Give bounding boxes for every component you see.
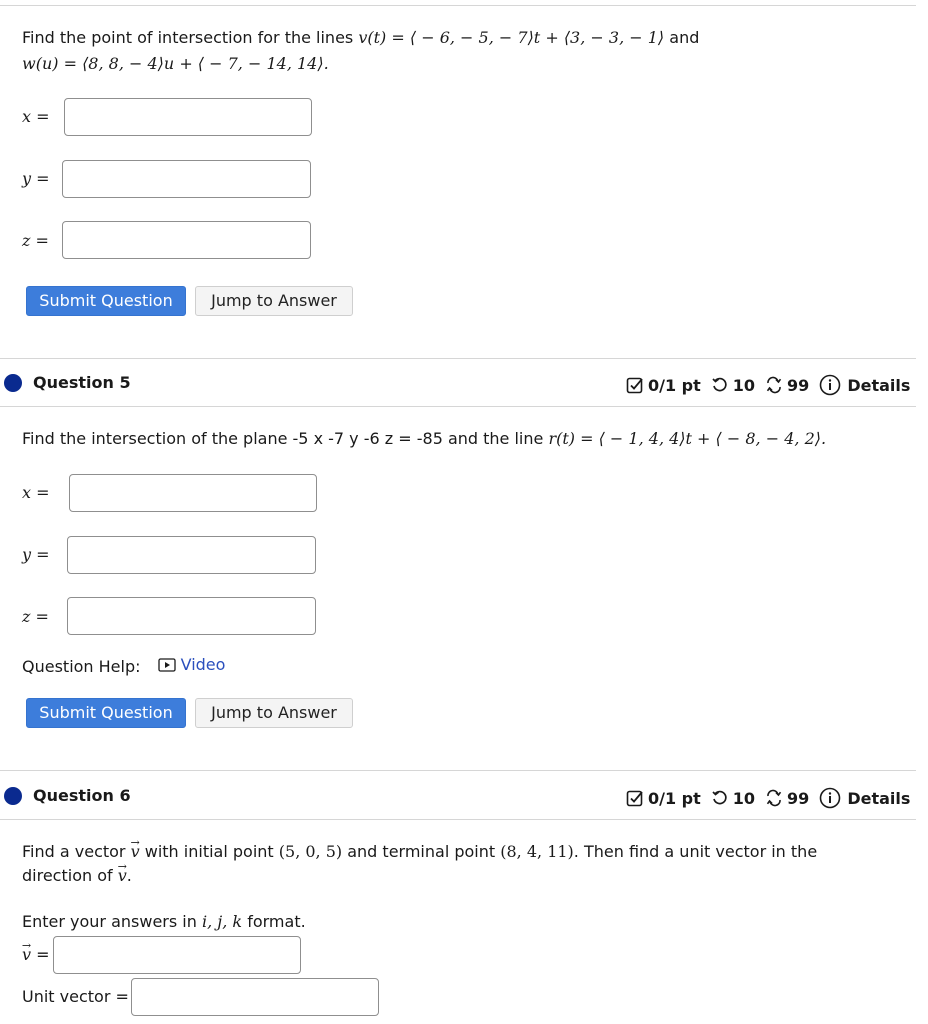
q4-v-expression: v(t) = ⟨ − 6, − 5, − 7⟩t + ⟨3, − 3, − 1⟩ bbox=[358, 28, 665, 47]
top-divider bbox=[0, 5, 916, 6]
q6-initial-point: (5, 0, 5) bbox=[278, 842, 343, 861]
q6-format-hint bbox=[22, 912, 306, 932]
q5-y-label: y = bbox=[22, 545, 50, 564]
q5-meta bbox=[626, 374, 910, 396]
q5-retries bbox=[711, 376, 755, 395]
q5-details-link[interactable] bbox=[819, 374, 910, 396]
q5-prompt bbox=[22, 429, 826, 449]
q6-ijk-format: i, j, k bbox=[201, 912, 243, 931]
q6-v-label bbox=[22, 945, 50, 965]
q5-status-dot bbox=[4, 374, 22, 392]
checkbox-icon bbox=[626, 376, 644, 394]
q6-v-symbol: → v bbox=[131, 842, 140, 862]
q4-and: and bbox=[669, 28, 700, 47]
q6-score bbox=[626, 789, 701, 808]
q5-title: Question 5 bbox=[33, 373, 131, 392]
q6-details-link[interactable] bbox=[819, 787, 910, 809]
q6-top-divider bbox=[0, 770, 916, 771]
retry-icon bbox=[711, 376, 729, 394]
checkbox-icon bbox=[626, 789, 644, 807]
q6-text-terminal-point: and terminal point bbox=[347, 842, 496, 861]
q6-text-find-vector: Find a vector bbox=[22, 842, 126, 861]
q5-video-link[interactable] bbox=[158, 655, 226, 675]
q4-z-input[interactable] bbox=[62, 221, 311, 259]
q5-help-label: Question Help: bbox=[22, 657, 141, 676]
q4-x-label: x = bbox=[22, 107, 50, 126]
q6-text-initial-point: with initial point bbox=[144, 842, 274, 861]
q6-text-then-unit: . Then find a unit vector in the bbox=[573, 842, 818, 861]
q5-top-divider bbox=[0, 358, 916, 359]
q5-question-help bbox=[22, 655, 225, 677]
q6-retries-text: 10 bbox=[732, 788, 756, 808]
q6-format-text-a: Enter your answers in bbox=[22, 912, 197, 931]
q6-text-direction-of: direction of bbox=[22, 866, 113, 885]
q5-score bbox=[626, 376, 701, 395]
q5-x-input[interactable] bbox=[69, 474, 317, 512]
q6-details-text[interactable]: Details bbox=[847, 788, 911, 808]
q4-prompt-line1 bbox=[22, 28, 699, 48]
attempts-icon bbox=[765, 789, 783, 807]
q5-score-text: 0/1 pt bbox=[648, 375, 701, 395]
q6-meta bbox=[626, 787, 910, 809]
q5-r-expression: r(t) = ⟨ − 1, 4, 4⟩t + ⟨ − 8, − 4, 2⟩. bbox=[548, 429, 827, 448]
q5-submit-button[interactable]: Submit Question bbox=[26, 698, 186, 728]
q5-retries-text: 10 bbox=[732, 375, 756, 395]
q6-status-dot bbox=[4, 787, 22, 805]
q6-prompt-line2 bbox=[22, 866, 132, 886]
q4-z-label: z = bbox=[22, 231, 49, 250]
q6-attempts-text: 99 bbox=[787, 788, 810, 808]
q5-attempts bbox=[765, 376, 809, 395]
q6-terminal-point: (8, 4, 11) bbox=[500, 842, 574, 861]
q5-header-divider bbox=[0, 406, 916, 407]
q4-submit-button[interactable]: Submit Question bbox=[26, 286, 186, 316]
q6-unit-vector-input[interactable] bbox=[131, 978, 379, 1016]
q6-title: Question 6 bbox=[33, 786, 131, 805]
q5-z-label: z = bbox=[22, 607, 49, 626]
q4-y-input[interactable] bbox=[62, 160, 311, 198]
q6-format-text-b: format. bbox=[247, 912, 306, 931]
q6-retries bbox=[711, 789, 755, 808]
q6-prompt-line1 bbox=[22, 842, 817, 862]
q5-y-input[interactable] bbox=[67, 536, 316, 574]
attempts-icon bbox=[765, 376, 783, 394]
info-icon bbox=[819, 374, 841, 396]
info-icon bbox=[819, 787, 841, 809]
q6-v-symbol-2: → v bbox=[118, 866, 127, 886]
q5-prompt-prefix: Find the intersection of the plane -5 x -7 y -6 z = -85 and the line bbox=[22, 429, 544, 448]
q6-attempts bbox=[765, 789, 809, 808]
q5-details-text[interactable]: Details bbox=[847, 375, 911, 395]
q5-z-input[interactable] bbox=[67, 597, 316, 635]
q4-y-label: y = bbox=[22, 169, 50, 188]
q4-x-input[interactable] bbox=[64, 98, 312, 136]
q6-unit-vector-label: Unit vector = bbox=[22, 987, 129, 1006]
q6-v-label-eq: = bbox=[36, 945, 50, 964]
q5-attempts-text: 99 bbox=[787, 375, 810, 395]
q4-w-expression: w(u) = ⟨8, 8, − 4⟩u + ⟨ − 7, − 14, 14⟩. bbox=[22, 54, 329, 73]
q5-video-label[interactable]: Video bbox=[180, 655, 226, 674]
q6-header-divider bbox=[0, 819, 916, 820]
q6-v-label-symbol: → v bbox=[22, 945, 31, 965]
q5-x-label: x = bbox=[22, 483, 50, 502]
q6-v-input[interactable] bbox=[53, 936, 301, 974]
q5-jump-to-answer-button[interactable]: Jump to Answer bbox=[195, 698, 353, 728]
q4-jump-to-answer-button[interactable]: Jump to Answer bbox=[195, 286, 353, 316]
retry-icon bbox=[711, 789, 729, 807]
video-icon bbox=[158, 658, 176, 672]
q6-score-text: 0/1 pt bbox=[648, 788, 701, 808]
q6-text-period: . bbox=[126, 866, 132, 885]
q4-prompt-prefix: Find the point of intersection for the lines bbox=[22, 28, 354, 47]
